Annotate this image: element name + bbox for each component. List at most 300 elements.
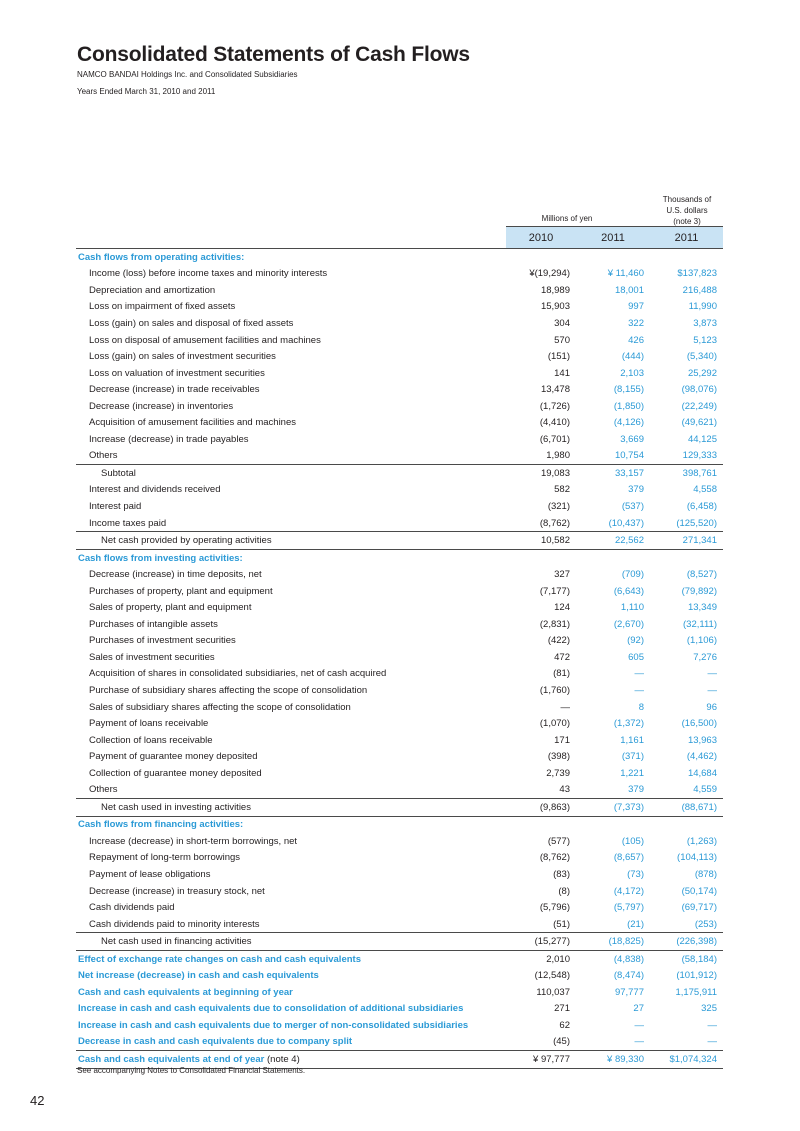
value-2011: (8,155) [613, 384, 644, 396]
value-2011-usd: 3,873 [693, 317, 717, 329]
value-2010: 570 [554, 334, 570, 346]
table-row [76, 299, 723, 316]
table-row [76, 748, 723, 765]
value-2011: 27 [633, 1003, 644, 1015]
section-row [76, 968, 723, 985]
row-label-cell [76, 414, 506, 431]
value-2011: 379 [628, 784, 644, 796]
table-row [76, 833, 723, 850]
value-2010: (4,410) [539, 417, 570, 429]
value-2011-usd: (98,076) [681, 384, 717, 396]
value-2010: 18,989 [540, 284, 570, 296]
value-2011-usd: 5,123 [693, 334, 717, 346]
value-2011: — [634, 1036, 644, 1048]
value-2011: (105) [621, 835, 644, 847]
value-2011-usd: (253) [694, 918, 717, 930]
row-label-cell [76, 850, 506, 867]
value-2011: (1,850) [613, 400, 644, 412]
row-label-cell [76, 515, 506, 532]
column-header-2011-usd: 2011 [650, 227, 723, 249]
value-2011: (1,372) [613, 718, 644, 730]
row-label-cell [76, 549, 506, 566]
value-2011: (537) [621, 500, 644, 512]
value-2011-usd: 1,175,911 [675, 986, 717, 998]
value-2011: (709) [621, 569, 644, 581]
row-label-cell [76, 315, 506, 332]
row-label-cell [76, 799, 506, 817]
value-2011: 97,777 [614, 986, 644, 998]
row-label: Loss on impairment of fixed assets [89, 301, 236, 313]
table-row [76, 616, 723, 633]
value-2011-usd: 129,333 [682, 450, 717, 462]
value-2010: 10,582 [506, 532, 576, 550]
row-label-cell [76, 266, 506, 283]
value-2011-usd: 44,125 [687, 433, 717, 445]
value-2011: (92) [627, 635, 644, 647]
table-row [76, 699, 723, 716]
row-label: Others [89, 784, 118, 796]
row-label: Decrease (increase) in time deposits, net [89, 569, 262, 581]
value-2011: (4,172) [613, 885, 644, 897]
row-label-cell [76, 532, 506, 550]
section-row [76, 984, 723, 1001]
value-2011: 322 [628, 317, 644, 329]
value-2010: (2,831) [539, 618, 570, 630]
row-label: Purchase of subsidiary shares affecting the scope of consolidation [89, 684, 368, 696]
value-2011-usd: 325 [701, 1003, 717, 1015]
value-2011: (371) [621, 751, 644, 763]
value-2011-usd: 7,276 [693, 651, 717, 663]
value-2011: 426 [628, 334, 644, 346]
value-2011: (21) [627, 918, 644, 930]
row-label: Payment of guarantee money deposited [89, 751, 258, 763]
row-label-cell [76, 1017, 506, 1034]
value-2011: 605 [628, 651, 644, 663]
table-row [76, 682, 723, 699]
value-2011-usd: (69,717) [681, 902, 717, 914]
table-row [76, 332, 723, 349]
value-2010: ¥(19,294) [529, 268, 570, 280]
value-2010: ¥ 97,777 [506, 1051, 576, 1069]
row-label: Loss (gain) on sales of investment securities [89, 351, 276, 363]
value-2011-usd: 216,488 [682, 284, 717, 296]
row-label-cell [76, 933, 506, 951]
row-label-cell [76, 984, 506, 1001]
value-2010 [506, 249, 576, 266]
value-2011: (8,474) [613, 970, 644, 982]
page-title: Consolidated Statements of Cash Flows [77, 43, 470, 66]
row-label-cell [76, 748, 506, 765]
row-label: Collection of loans receivable [89, 734, 213, 746]
row-label: Decrease (increase) in inventories [89, 400, 234, 412]
value-2011-usd [650, 549, 723, 566]
value-2010: (1,070) [539, 718, 570, 730]
value-2010 [506, 816, 576, 833]
row-label: Subtotal [101, 467, 136, 479]
yen-unit-header: Millions of yen [541, 214, 593, 223]
subtotal-row [76, 799, 723, 817]
value-2010: (321) [547, 500, 570, 512]
row-label: Purchases of intangible assets [89, 618, 218, 630]
row-label: Decrease (increase) in trade receivables [89, 384, 260, 396]
table-row [76, 398, 723, 415]
value-2011-usd: 4,559 [693, 784, 717, 796]
value-2010: 582 [554, 484, 570, 496]
value-2011-usd: (5,340) [686, 351, 717, 363]
value-2010: (9,863) [506, 799, 576, 817]
row-label: Repayment of long-term borrowings [89, 852, 241, 864]
row-label-cell [76, 299, 506, 316]
value-2011-usd: 14,684 [687, 767, 717, 779]
usd-unit-header [652, 194, 722, 227]
value-2011-usd: — [707, 1019, 717, 1031]
value-2011: (6,643) [613, 585, 644, 597]
value-2010: 171 [554, 734, 570, 746]
row-label-cell [76, 498, 506, 515]
table-row [76, 482, 723, 499]
row-label-cell [76, 816, 506, 833]
row-label-cell [76, 482, 506, 499]
value-2011: (4,126) [613, 417, 644, 429]
row-label: Sales of investment securities [89, 651, 215, 663]
row-label: Interest paid [89, 500, 142, 512]
value-2011-usd: (101,912) [676, 970, 717, 982]
value-2011-usd: (1,263) [686, 835, 717, 847]
table-row [76, 599, 723, 616]
value-2011-usd: (22,249) [681, 400, 717, 412]
row-label: Acquisition of amusement facilities and machines [89, 417, 296, 429]
value-2011: 2,103 [620, 367, 644, 379]
row-label-cell [76, 365, 506, 382]
row-label-cell [76, 633, 506, 650]
row-label: Cash flows from operating activities: [78, 251, 245, 263]
row-label: Decrease in cash and cash equivalents due to company split [78, 1036, 353, 1048]
value-2010: 472 [554, 651, 570, 663]
table-row [76, 583, 723, 600]
subtotal-row [76, 933, 723, 951]
row-label: Payment of lease obligations [89, 869, 211, 880]
value-2010 [506, 549, 576, 566]
value-2011: 18,001 [614, 284, 644, 296]
table-row [76, 732, 723, 749]
value-2010: (8,762) [539, 852, 570, 864]
subtotal-row [76, 465, 723, 482]
value-2011-usd: — [707, 684, 717, 696]
value-2010: (83) [553, 869, 570, 880]
value-2010: 327 [554, 569, 570, 581]
value-2010: 2,010 [546, 953, 570, 965]
value-2011-usd: 398,761 [650, 465, 723, 482]
value-2011: (8,657) [613, 852, 644, 864]
value-2011 [576, 549, 650, 566]
table-row [76, 850, 723, 867]
row-label: Purchases of investment securities [89, 635, 236, 647]
value-2011: ¥ 11,460 [607, 268, 644, 280]
row-label: Others [89, 450, 118, 462]
value-2010: (6,701) [539, 433, 570, 445]
row-label: Depreciation and amortization [89, 284, 216, 296]
section-row [76, 1017, 723, 1034]
section-row [76, 549, 723, 566]
value-2010: (81) [553, 668, 570, 680]
row-label: Net cash provided by operating activities [101, 535, 272, 547]
value-2011: 8 [638, 701, 644, 713]
row-label-cell [76, 899, 506, 916]
company-subtitle: NAMCO BANDAI Holdings Inc. and Consolidated Subsidiaries [77, 70, 298, 79]
row-label: Increase in cash and cash equivalents due to consolidation of additional subsidiaries [78, 1003, 464, 1015]
table-row [76, 649, 723, 666]
row-label: Increase (decrease) in short-term borrowings, net [89, 835, 298, 847]
value-2010: 110,037 [536, 986, 570, 998]
value-2010: (8) [558, 885, 570, 897]
value-2011: (73) [627, 869, 644, 880]
row-label-cell [76, 883, 506, 900]
value-2010: 62 [559, 1019, 570, 1031]
value-2010: (8,762) [539, 517, 570, 529]
table-row [76, 782, 723, 799]
table-row [76, 916, 723, 933]
usd-unit-line1: Thousands of [662, 195, 712, 204]
row-label: Increase in cash and cash equivalents due to merger of non-consolidated subsidiaries [78, 1019, 469, 1031]
row-label: Loss on disposal of amusement facilities and machines [89, 334, 321, 346]
value-2011: 22,562 [576, 532, 650, 550]
table-row [76, 715, 723, 732]
section-row [76, 816, 723, 833]
row-label: Cash and cash equivalents at beginning of year [78, 986, 293, 998]
table-row [76, 348, 723, 365]
value-2010: (7,177) [539, 585, 570, 597]
value-2011-usd [650, 249, 723, 266]
table-row [76, 431, 723, 448]
row-label: Increase (decrease) in trade payables [89, 433, 249, 445]
value-2010: 141 [554, 367, 570, 379]
row-label-cell [76, 332, 506, 349]
row-label-cell [76, 950, 506, 967]
value-2011 [576, 249, 650, 266]
value-2010: (577) [547, 835, 570, 847]
value-2011-usd: 11,990 [688, 301, 717, 313]
table-row [76, 666, 723, 683]
value-2010: 1,980 [546, 450, 570, 462]
page-number: 42 [30, 1093, 45, 1108]
row-label: Cash flows from financing activities: [78, 819, 244, 831]
value-2011-usd: (58,184) [681, 953, 717, 965]
value-2011-usd: (6,458) [686, 500, 717, 512]
row-label: Loss (gain) on sales and disposal of fixed assets [89, 317, 294, 329]
value-2011-usd: (8,527) [686, 569, 717, 581]
value-2010: 304 [554, 317, 570, 329]
row-label: Sales of property, plant and equipment [89, 602, 252, 614]
value-2010: 15,903 [540, 301, 570, 313]
row-label-cell [76, 616, 506, 633]
row-label: Net increase (decrease) in cash and cash equivalents [78, 970, 319, 982]
period-subtitle: Years Ended March 31, 2010 and 2011 [77, 87, 216, 96]
row-label-cell [76, 583, 506, 600]
row-label: Sales of subsidiary shares affecting the scope of consolidation [89, 701, 351, 713]
table-row [76, 515, 723, 532]
table-row [76, 365, 723, 382]
row-label-cell [76, 666, 506, 683]
value-2011-usd: (878) [694, 869, 717, 880]
row-label: Net cash used in investing activities [101, 801, 251, 813]
value-2011: ¥ 89,330 [576, 1051, 650, 1069]
label-column-header [76, 227, 506, 249]
table-row [76, 266, 723, 283]
value-2011: (7,373) [576, 799, 650, 817]
value-2011-usd: (88,671) [650, 799, 723, 817]
value-2010: 13,478 [540, 384, 570, 396]
table-row [76, 414, 723, 431]
value-2011-usd: 96 [706, 701, 717, 713]
row-label-cell [76, 599, 506, 616]
table-row [76, 866, 723, 883]
row-label: Cash dividends paid to minority interests [89, 918, 260, 930]
row-label-cell [76, 348, 506, 365]
value-2010: (45) [553, 1036, 570, 1048]
value-2010: 2,739 [546, 767, 570, 779]
cash-flow-table [76, 226, 723, 1069]
row-label-cell [76, 732, 506, 749]
table-row [76, 899, 723, 916]
usd-unit-line2: U.S. dollars [666, 206, 708, 215]
value-2010: (398) [547, 751, 570, 763]
row-label-cell [76, 566, 506, 583]
value-2011-usd: $1,074,324 [650, 1051, 723, 1069]
value-2011-usd: (104,113) [677, 852, 717, 864]
row-label-cell [76, 381, 506, 398]
table-row [76, 315, 723, 332]
footnote: See accompanying Notes to Consolidated Financial Statements. [77, 1066, 306, 1075]
row-label-cell [76, 282, 506, 299]
value-2010: (1,726) [539, 400, 570, 412]
value-2011-usd: (32,111) [683, 618, 717, 630]
row-label-cell [76, 1001, 506, 1018]
table-row [76, 883, 723, 900]
row-label-cell [76, 782, 506, 799]
row-label-cell [76, 398, 506, 415]
value-2011: (2,670) [613, 618, 644, 630]
row-label-cell [76, 649, 506, 666]
row-note: (note 4) [264, 1054, 300, 1066]
row-label: Payment of loans receivable [89, 718, 209, 730]
value-2011: 1,161 [620, 734, 644, 746]
row-label: Income (loss) before income taxes and minority interests [89, 268, 328, 280]
value-2010: (422) [547, 635, 570, 647]
value-2011-usd [650, 816, 723, 833]
subtotal-row [76, 532, 723, 550]
row-label: Cash flows from investing activities: [78, 552, 243, 564]
row-label-cell [76, 916, 506, 933]
row-label-cell [76, 448, 506, 465]
section-row [76, 950, 723, 967]
row-label-cell [76, 431, 506, 448]
value-2010: (1,760) [539, 684, 570, 696]
value-2011-usd: — [707, 668, 717, 680]
value-2010: 271 [554, 1003, 570, 1015]
row-label: Decrease (increase) in treasury stock, net [89, 885, 265, 897]
value-2011-usd: 25,292 [687, 367, 717, 379]
value-2011-usd: 4,558 [693, 484, 717, 496]
value-2011: 1,110 [620, 602, 644, 614]
value-2011-usd: — [707, 1036, 717, 1048]
row-label-cell [76, 866, 506, 883]
value-2011-usd: 271,341 [650, 532, 723, 550]
row-label: Net cash used in financing activities [101, 936, 252, 948]
row-label: Loss on valuation of investment securities [89, 367, 265, 379]
table-row [76, 633, 723, 650]
value-2011: (4,838) [613, 953, 644, 965]
value-2011-usd: (125,520) [676, 517, 717, 529]
value-2011-usd: (4,462) [686, 751, 717, 763]
value-2010: (51) [553, 918, 570, 930]
value-2010: (151) [547, 351, 570, 363]
row-label-cell [76, 833, 506, 850]
table-row [76, 282, 723, 299]
value-2011: (5,797) [613, 902, 644, 914]
row-label: Purchases of property, plant and equipment [89, 585, 273, 597]
value-2011-usd: (50,174) [681, 885, 717, 897]
value-2011: 10,754 [614, 450, 644, 462]
row-label: Collection of guarantee money deposited [89, 767, 262, 779]
value-2010: 43 [559, 784, 570, 796]
value-2010: 124 [554, 602, 570, 614]
section-row [76, 1001, 723, 1018]
value-2011: (18,825) [576, 933, 650, 951]
value-2011-usd: (49,621) [681, 417, 717, 429]
row-label: Effect of exchange rate changes on cash and cash equivalents [78, 953, 361, 965]
row-label: Acquisition of shares in consolidated subsidiaries, net of cash acquired [89, 668, 387, 680]
value-2010: 19,083 [506, 465, 576, 482]
usd-unit-line3: (note 3) [673, 217, 701, 226]
value-2011: — [634, 668, 644, 680]
value-2011-usd: (79,892) [681, 585, 717, 597]
value-2010: (15,277) [506, 933, 576, 951]
value-2011: 997 [628, 301, 644, 313]
value-2011-usd: 13,963 [687, 734, 717, 746]
value-2011-usd: (1,106) [686, 635, 717, 647]
row-label-cell [76, 715, 506, 732]
value-2010: — [560, 701, 570, 713]
row-label-cell [76, 249, 506, 266]
row-label: Cash and cash equivalents at end of year [78, 1054, 265, 1066]
value-2011: — [634, 684, 644, 696]
value-2010: (12,548) [534, 970, 570, 982]
row-label-cell [76, 465, 506, 482]
table-row [76, 498, 723, 515]
table-body [76, 249, 723, 1069]
table-row [76, 381, 723, 398]
value-2011: 379 [628, 484, 644, 496]
value-2011: 1,221 [620, 767, 644, 779]
value-2011-usd: (16,500) [681, 718, 717, 730]
section-row [76, 249, 723, 266]
value-2011: (10,437) [608, 517, 644, 529]
column-header-2011: 2011 [576, 227, 650, 249]
value-2011 [576, 816, 650, 833]
row-label-cell [76, 1034, 506, 1051]
table-row [76, 566, 723, 583]
column-header-row [76, 227, 723, 249]
table-row [76, 448, 723, 465]
value-2011: (444) [621, 351, 644, 363]
value-2011-usd: (226,398) [650, 933, 723, 951]
value-2011: 3,669 [620, 433, 644, 445]
column-header-2010: 2010 [506, 227, 576, 249]
row-label: Cash dividends paid [89, 902, 175, 914]
row-label: Interest and dividends received [89, 484, 221, 496]
section-row [76, 1034, 723, 1051]
row-label-cell [76, 968, 506, 985]
